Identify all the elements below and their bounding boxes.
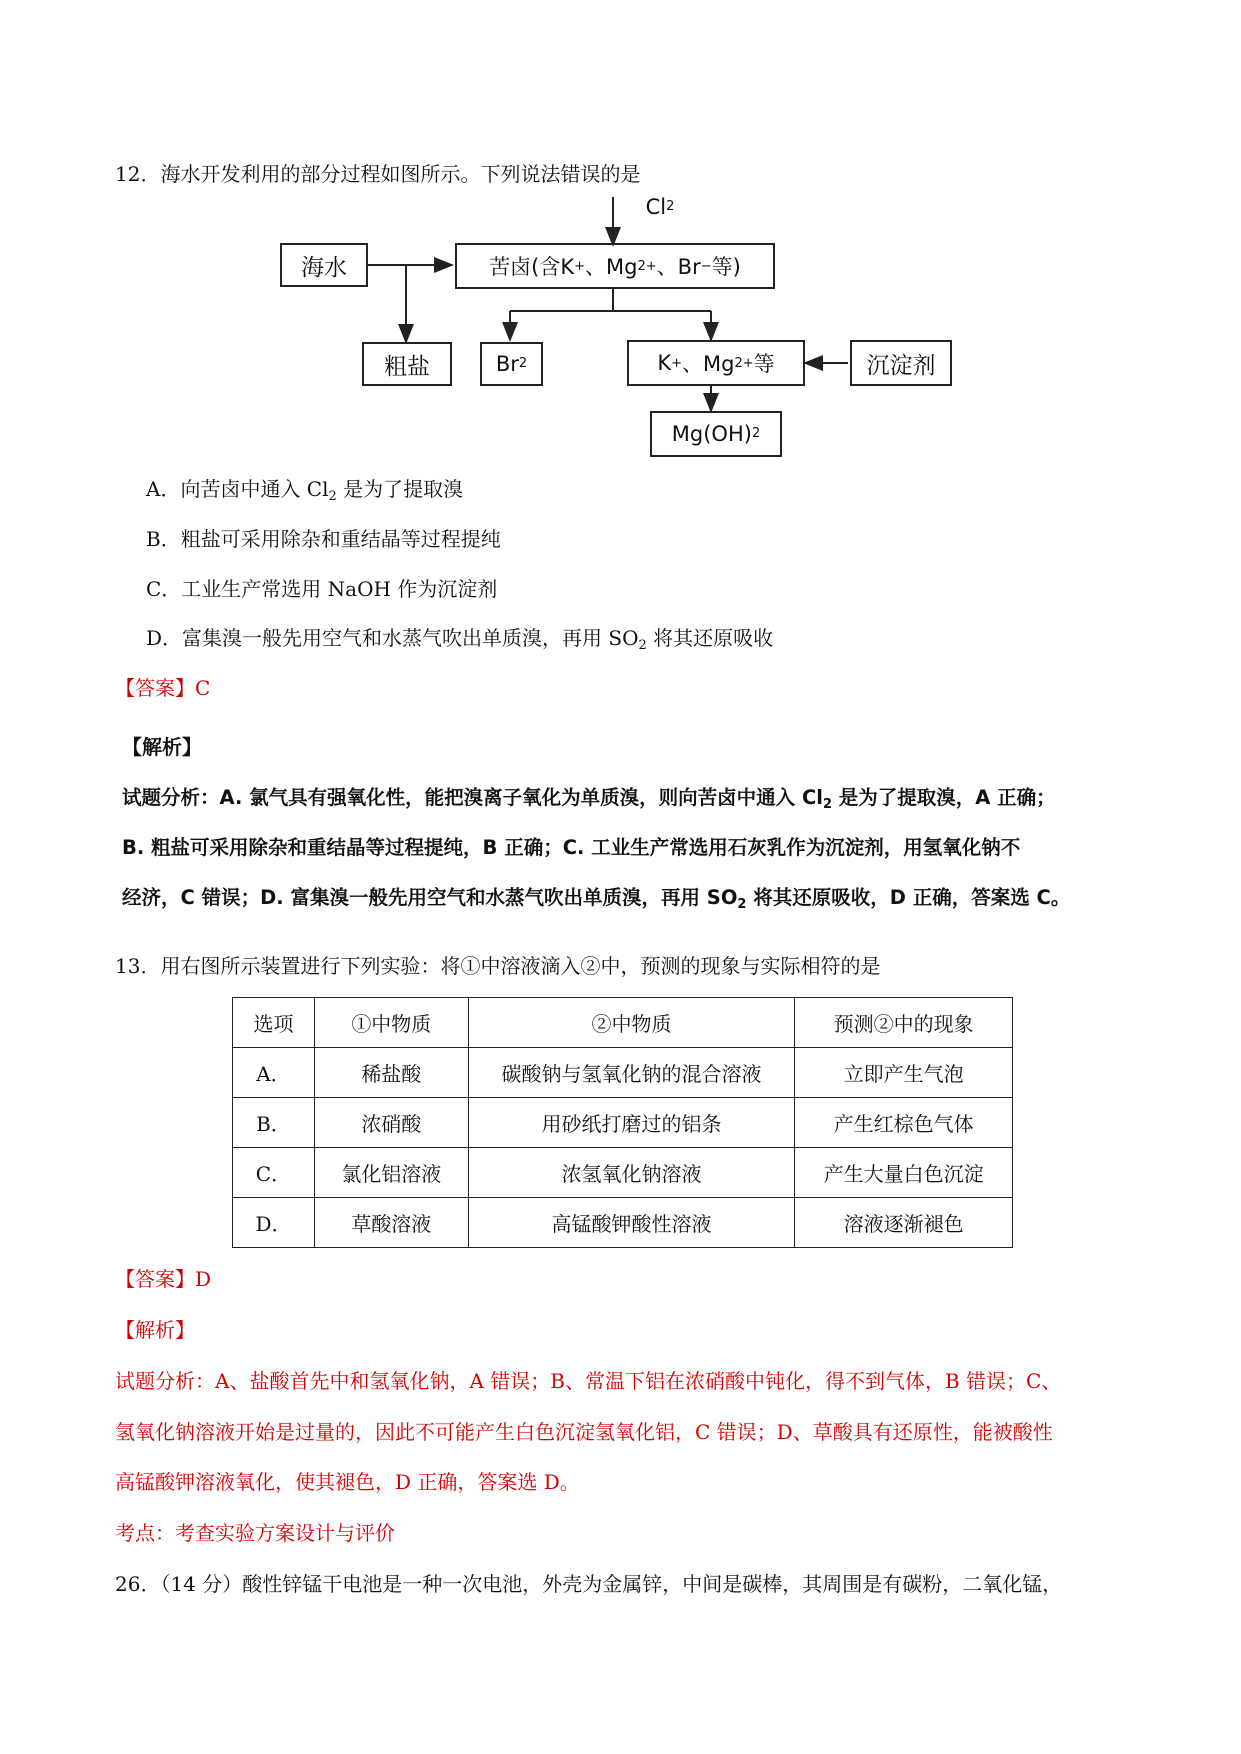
table-cell: B． (233, 1098, 315, 1148)
q13-analysis-label: 【解析】 (115, 1318, 195, 1342)
experiment-table (232, 997, 1013, 1248)
header-substance-2: ②中物质 (468, 998, 795, 1048)
table-cell: 碳酸钠与氢氧化钠的混合溶液 (468, 1048, 795, 1098)
table-cell: 产生大量白色沉淀 (795, 1148, 1013, 1198)
br2-box: Br 2 (480, 342, 543, 386)
table-cell: D． (233, 1198, 315, 1248)
q12-analysis-line1: 试题分析：A. 氯气具有强氧化性，能把溴离子氧化为单质溴，则向苦卤中通入 $Cl_2$ 是为了提取溴，A 正确； (122, 786, 1056, 812)
q12-option-d: D．富集溴一般先用空气和水蒸气吹出单质溴，再用 $SO_2$ 将其还原吸收 (146, 626, 774, 653)
brine-box: 苦卤(含K + 、Mg 2+ 、Br − 等) (455, 243, 775, 289)
q13-stem: 13．用右图所示装置进行下列实验：将①中溶液滴入②中，预测的现象与实际相符的是 (115, 954, 881, 978)
table-cell: 溶液逐渐褪色 (795, 1198, 1013, 1248)
table-cell: 高锰酸钾酸性溶液 (468, 1198, 795, 1248)
q13-analysis-line2: 氢氧化钠溶液开始是过量的，因此不可能产生白色沉淀氢氧化铝，C 错误；D、草酸具有还原性，能被酸性 (115, 1420, 1053, 1444)
cl2-label: Cl 2 (645, 195, 675, 219)
k-mg-box: K + 、Mg 2+ 等 (627, 340, 805, 386)
q12-analysis-label: 【解析】 (122, 735, 202, 759)
q12-analysis-line2: B. 粗盐可采用除杂和重结晶等过程提纯，B 正确；C. 工业生产常选用石灰乳作为沉淀剂，用氢氧化钠不 (122, 836, 1021, 859)
table-row (233, 1148, 1013, 1198)
header-option: 选项 (233, 998, 315, 1048)
q12-option-c: C．工业生产常选用 NaOH 作为沉淀剂 (146, 577, 498, 601)
table-cell: 草酸溶液 (314, 1198, 468, 1248)
table-cell: 浓硝酸 (314, 1098, 468, 1148)
table-cell: A． (233, 1048, 315, 1098)
table-row (233, 1048, 1013, 1098)
table-cell: 产生红棕色气体 (795, 1098, 1013, 1148)
q12-option-b: B．粗盐可采用除杂和重结晶等过程提纯 (146, 527, 501, 551)
table-cell: 立即产生气泡 (795, 1048, 1013, 1098)
table-row (233, 1098, 1013, 1148)
table-cell: C． (233, 1148, 315, 1198)
header-phenomenon: 预测②中的现象 (795, 998, 1013, 1048)
q13-answer: 【答案】D (115, 1267, 212, 1291)
q12-option-a: A．向苦卤中通入 $Cl_2$ 是为了提取溴 (146, 477, 464, 504)
table-cell: 浓氢氧化钠溶液 (468, 1148, 795, 1198)
table-cell: 稀盐酸 (314, 1048, 468, 1098)
header-substance-1: ①中物质 (314, 998, 468, 1048)
crude-salt-box: 粗盐 (362, 342, 452, 386)
precipitant-box: 沉淀剂 (850, 340, 952, 386)
q13-analysis-line1: 试题分析：A、盐酸首先中和氢氧化钠，A 错误；B、常温下铝在浓硝酸中钝化，得不到气体，B 错误；C、 (115, 1369, 1062, 1393)
q12-analysis-line3: 经济，C 错误；D. 富集溴一般先用空气和水蒸气吹出单质溴，再用 $SO_2$ 将其还原吸收，D 正确，答案选 C。 (122, 886, 1071, 912)
seawater-box: 海水 (280, 243, 368, 287)
mgoh2-box: Mg(OH) 2 (650, 411, 782, 457)
flow-diagram (270, 195, 970, 460)
q12-answer: 【答案】C (115, 676, 211, 700)
q13-analysis-line3: 高锰酸钾溶液氧化，使其褪色，D 正确，答案选 D。 (115, 1470, 580, 1494)
table-cell: 用砂纸打磨过的铝条 (468, 1098, 795, 1148)
table-row (233, 1198, 1013, 1248)
diagram-arrows (270, 195, 970, 460)
table-cell: 氯化铝溶液 (314, 1148, 468, 1198)
q12-stem: 12．海水开发利用的部分过程如图所示。下列说法错误的是 (115, 162, 641, 186)
table-header-row (233, 998, 1013, 1048)
q13-kaodian: 考点：考查实验方案设计与评价 (115, 1521, 395, 1545)
q26-stem: 26．（14 分）酸性锌锰干电池是一种一次电池，外壳为金属锌，中间是碳棒，其周围是有碳粉，二氧化锰， (115, 1572, 1063, 1596)
